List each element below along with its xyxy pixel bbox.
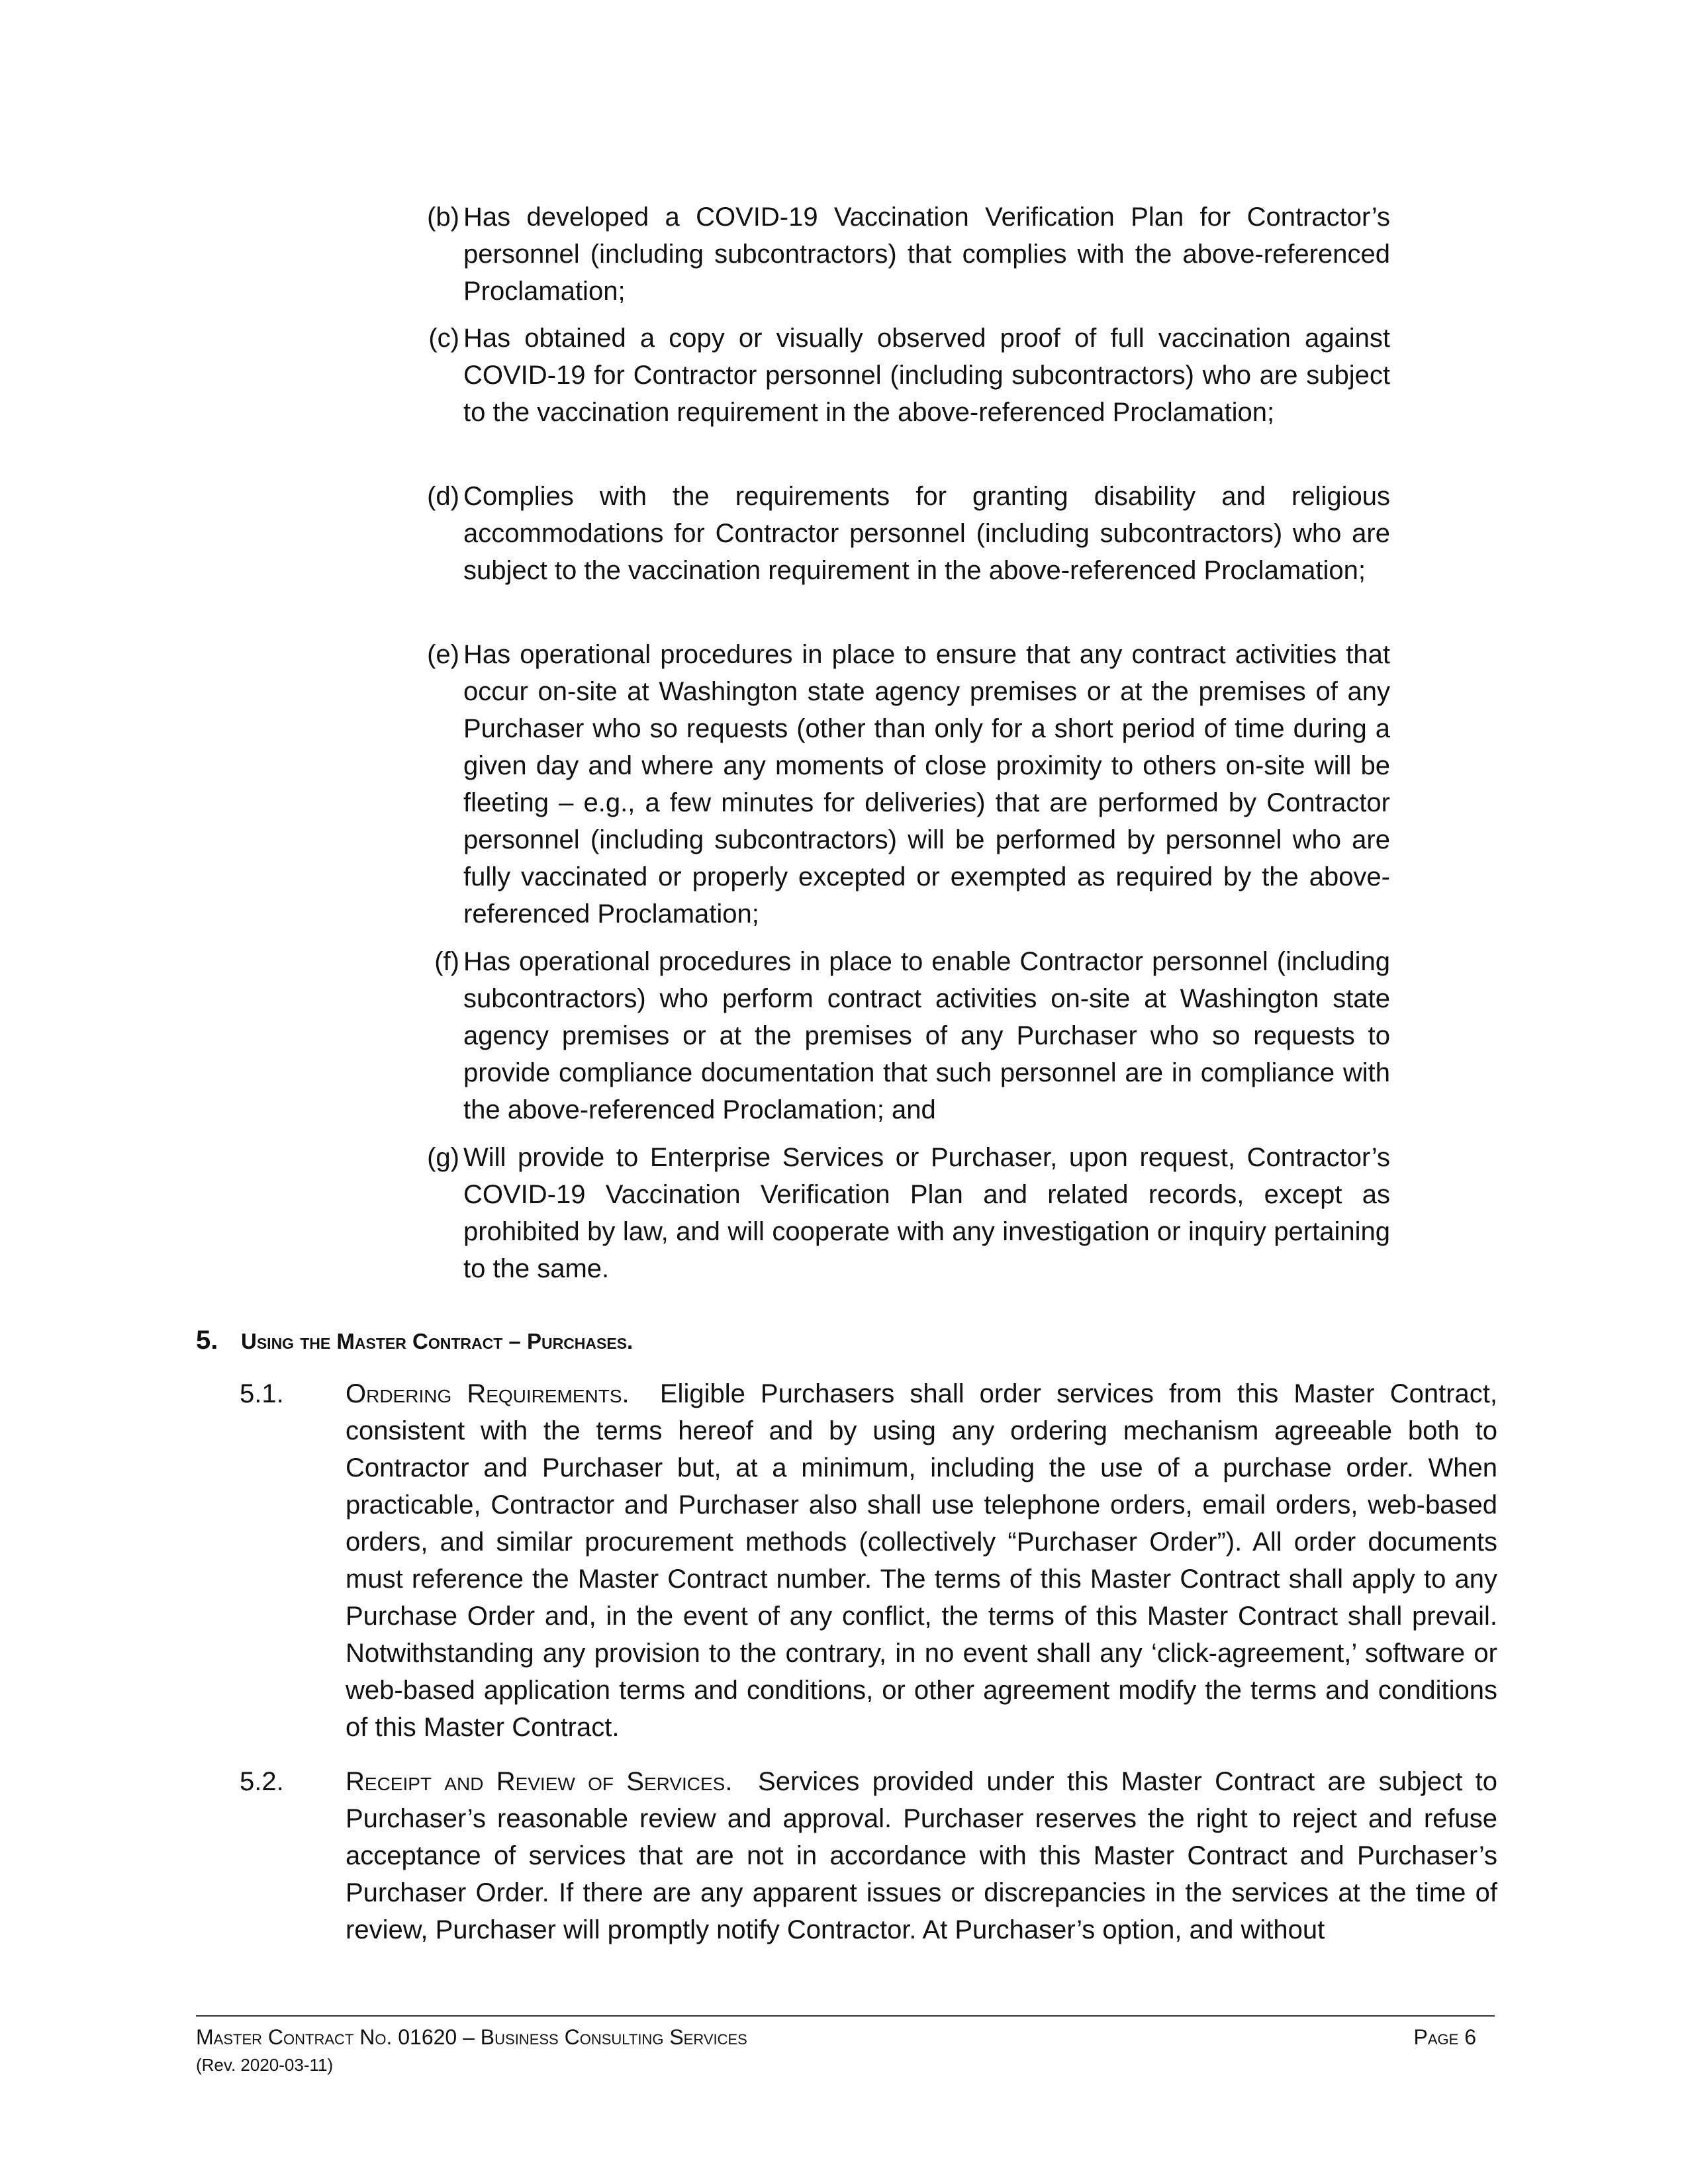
- page-number: Page 6: [1413, 2025, 1476, 2049]
- clause-body: [346, 1763, 1497, 1948]
- item-text: Complies with the requirements for granting disability and religious accommodations for Contractor personnel (including subcontractors) who are subject to the vaccination requirement in the above-referenced Proclamation;: [463, 482, 1390, 585]
- footer-title: Master Contract No. 01620 – Business Consulting Services: [196, 2025, 747, 2049]
- item-label: (b): [427, 203, 459, 232]
- section-number: 5.: [196, 1326, 218, 1355]
- clause-text: Services provided under this Master Contract are subject to Purchaser’s reasonable review and approval. Purchaser reserves the right to reject and refuse acceptance of services that are not in accordance with this Master Contract and Purchaser’s Purchaser Order. If there are any apparent issues or discrepancies in the services at the time of review, Purchaser will promptly notify Contractor. At Purchaser’s option, and without: [346, 1767, 1497, 1944]
- clause-text: Eligible Purchasers shall order services from this Master Contract, consistent with the terms hereof and by using any ordering mechanism agreeable both to Contractor and Purchaser but, at a minimum, including the use of a purchase order. When practicable, Contractor and Purchaser also shall use telephone orders, email orders, web-based orders, and similar procurement methods (collectively “Purchaser Order”). All order documents must reference the Master Contract number. The terms of this Master Contract shall apply to any Purchase Order and, in the event of any conflict, the terms of this Master Contract shall prevail. Notwithstanding any provision to the contrary, in no event shall any ‘click-agreement,’ software or web-based application terms and conditions, or other agreement modify the terms and conditions of this Master Contract.: [346, 1379, 1498, 1742]
- item-label: (c): [428, 324, 459, 353]
- item-label: (d): [427, 482, 459, 511]
- section-heading: [196, 1324, 633, 1358]
- revision-date: (Rev. 2020-03-11): [196, 2055, 334, 2075]
- item-label: (g): [427, 1143, 459, 1172]
- item-text: Has obtained a copy or visually observed proof of full vaccination against COVID-19 for Contractor personnel (including subcontractors) who are subject to the vaccination requirement in the above-referenced Proclamation;: [463, 324, 1390, 427]
- item-text: Has operational procedures in place to ensure that any contract activities that occur on-site at Washington state agency premises or at the premises of any Purchaser who so requests (other than only for a short period of time during a given day and where any moments of close proximity to others on-site will be fleeting – e.g., a few minutes for deliveries) that are performed by Contractor personnel (including subcontractors) will be performed by personnel who are fully vaccinated or properly excepted or exempted as required by the above-referenced Proclamation;: [463, 640, 1390, 929]
- item-text: Has developed a COVID-19 Vaccination Verification Plan for Contractor’s personnel (including subcontractors) that complies with the above-referenced Proclamation;: [463, 203, 1390, 306]
- section-title: Using the Master Contract – Purchases.: [241, 1329, 633, 1353]
- item-label: (e): [427, 640, 459, 669]
- clause-number: 5.2.: [240, 1767, 284, 1796]
- clause-number: 5.1.: [240, 1379, 284, 1408]
- footer-divider: [196, 2015, 1495, 2017]
- clause-title: Receipt and Review of Services.: [346, 1767, 733, 1796]
- item-label: (f): [434, 947, 459, 976]
- item-text: Will provide to Enterprise Services or Purchaser, upon request, Contractor’s COVID-19 Vaccination Verification Plan and related records, except as prohibited by law, and will cooperate with any investigation or inquiry pertaining to the same.: [463, 1143, 1390, 1283]
- clause-title: Ordering Requirements.: [346, 1379, 630, 1408]
- clause-body: [346, 1375, 1497, 1746]
- item-text: Has operational procedures in place to enable Contractor personnel (including subcontractors) who perform contract activities on-site at Washington state agency premises or at the premises of any Purchaser who so requests to provide compliance documentation that such personnel are in compliance with the above-referenced Proclamation; and: [463, 947, 1390, 1124]
